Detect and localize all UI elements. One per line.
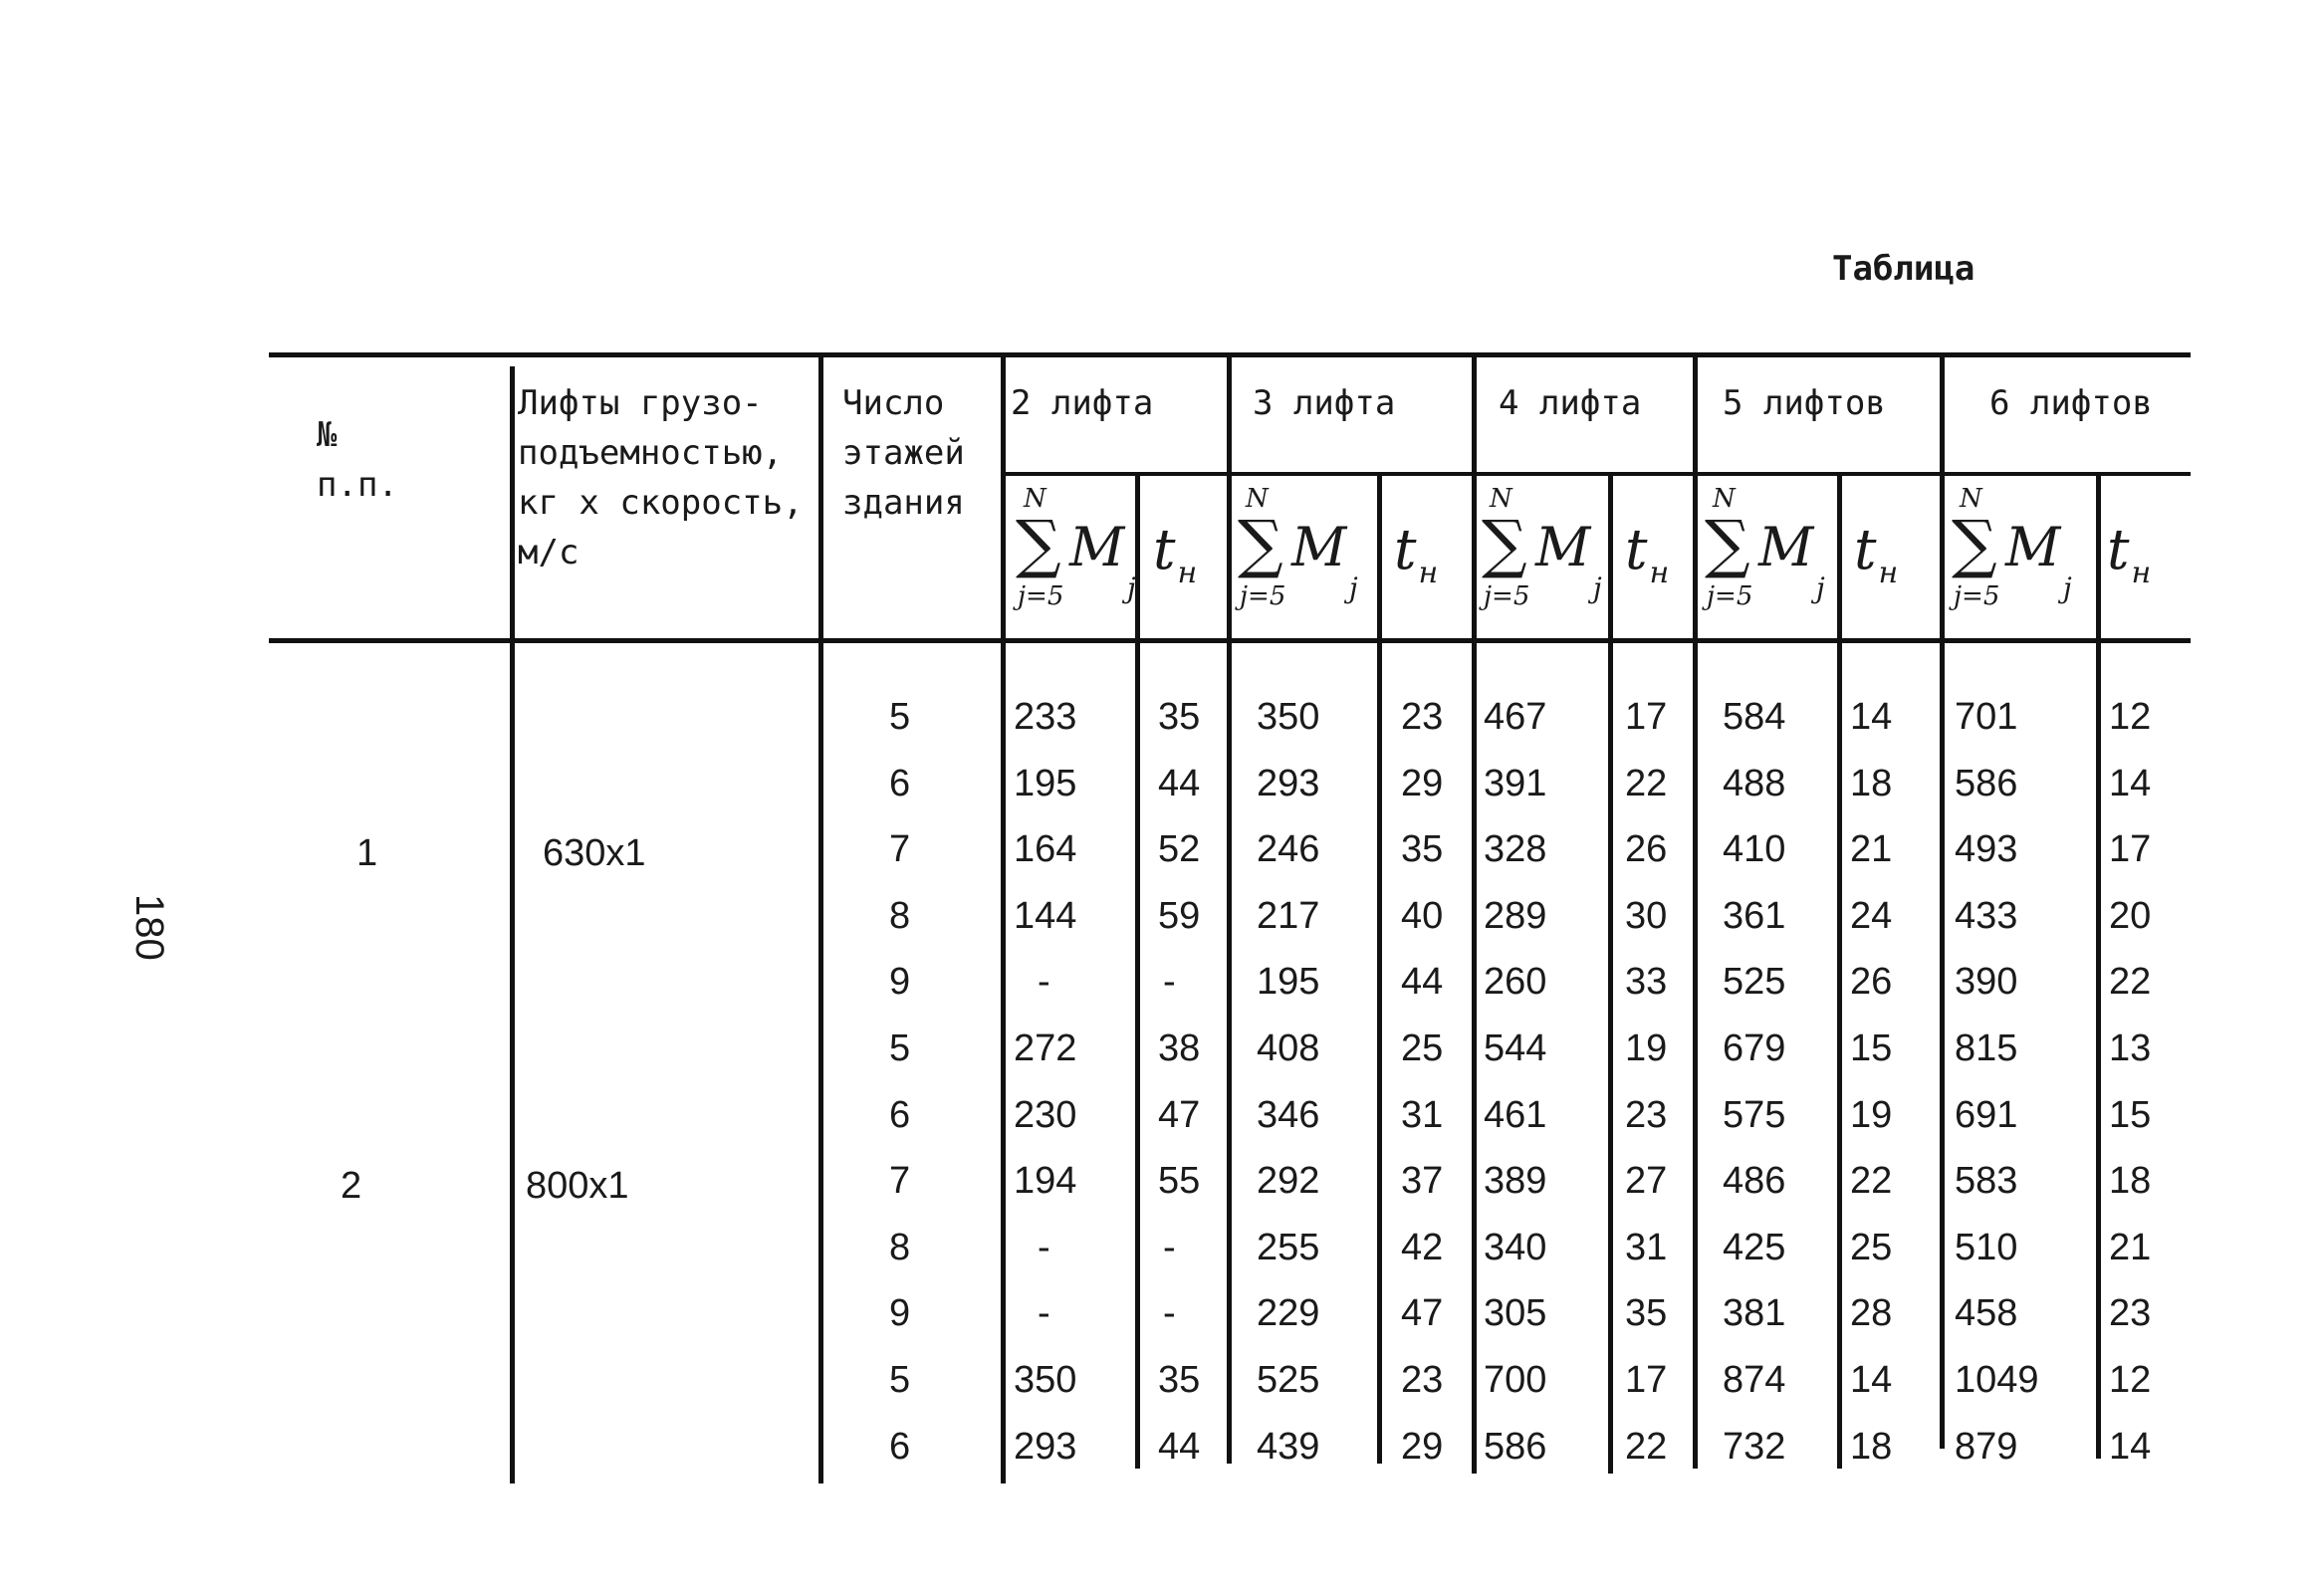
t-value-cell: 29	[1401, 763, 1444, 804]
floors-cell: 6	[889, 1094, 911, 1136]
t-value-cell: 21	[1850, 828, 1893, 870]
t-value-cell: 14	[2109, 763, 2152, 804]
sum-value-cell: 144	[1014, 895, 1077, 937]
sum-term-index: j	[1593, 571, 1602, 604]
col-line-6-t	[2096, 472, 2101, 1459]
col-line-lifts	[510, 366, 515, 1483]
header-col-floors: Число этажей здания	[842, 383, 965, 523]
floors-cell: 9	[889, 961, 911, 1003]
t-value-cell: 25	[1850, 1227, 1893, 1268]
header-col-number: № п.п.	[317, 415, 398, 505]
t-value-cell: 18	[2109, 1160, 2152, 1202]
t-value-cell: 37	[1401, 1160, 1444, 1202]
sum-value-cell: 586	[1484, 1426, 1547, 1468]
table-caption: Таблица	[1832, 249, 1975, 289]
sum-value-cell: 488	[1723, 763, 1786, 804]
sum-value-cell: 1049	[1955, 1359, 2039, 1401]
floors-cell: 5	[889, 1359, 911, 1401]
sum-value-cell: 350	[1257, 696, 1320, 738]
t-value-cell: 23	[1625, 1094, 1668, 1136]
header-t-symbol-5	[1854, 518, 1899, 590]
header-sum-symbol-4	[1482, 486, 1611, 625]
sum-value-cell: 467	[1484, 696, 1547, 738]
floors-cell: 8	[889, 1227, 911, 1268]
sum-value-cell: 260	[1484, 961, 1547, 1003]
sum-value-cell: 461	[1484, 1094, 1547, 1136]
sum-value-cell: 391	[1484, 763, 1547, 804]
t-value-cell: 42	[1401, 1227, 1444, 1268]
sum-upper-limit: N	[1490, 484, 1512, 514]
sum-value-cell: 230	[1014, 1094, 1077, 1136]
sum-upper-limit: N	[1246, 484, 1269, 514]
sum-value-cell: -	[1038, 961, 1050, 1003]
t-value-cell: 28	[1850, 1292, 1893, 1334]
floors-cell: 6	[889, 763, 911, 804]
sum-upper-limit: N	[1713, 484, 1736, 514]
header-t-symbol-2	[1153, 518, 1198, 590]
t-value-cell: -	[1163, 1227, 1176, 1268]
sum-value-cell: 229	[1257, 1292, 1320, 1334]
floors-cell: 7	[889, 828, 911, 870]
t-value-cell: 35	[1158, 1359, 1201, 1401]
header-group-4: 4 лифта	[1499, 383, 1642, 423]
header-t-symbol-6	[2107, 518, 2152, 590]
group-header-rule	[1001, 472, 2191, 476]
t-value-cell: 35	[1158, 696, 1201, 738]
t-value-cell: 22	[2109, 961, 2152, 1003]
sum-value-cell: 879	[1955, 1426, 2018, 1468]
sum-value-cell: 293	[1257, 763, 1320, 804]
t-value-cell: 26	[1625, 828, 1668, 870]
col-line-6-sum	[1940, 352, 1945, 1449]
t-value-cell: 15	[1850, 1027, 1893, 1069]
header-sum-symbol-5	[1705, 486, 1834, 625]
sum-value-cell: 328	[1484, 828, 1547, 870]
t-value-cell: 17	[1625, 696, 1668, 738]
t-value-cell: 12	[2109, 696, 2152, 738]
t-value-cell: 27	[1625, 1160, 1668, 1202]
header-group-6: 6 лифтов	[1989, 383, 2153, 423]
t-value-cell: 18	[1850, 763, 1893, 804]
sum-lower-limit: j=5	[1707, 581, 1753, 611]
sum-value-cell: 525	[1257, 1359, 1320, 1401]
sum-value-cell: 255	[1257, 1227, 1320, 1268]
t-value-cell: 35	[1625, 1292, 1668, 1334]
t-value-cell: 22	[1625, 763, 1668, 804]
sum-value-cell: -	[1038, 1227, 1050, 1268]
floors-cell: 8	[889, 895, 911, 937]
floors-cell: 9	[889, 1292, 911, 1334]
sum-value-cell: 425	[1723, 1227, 1786, 1268]
sum-lower-limit: j=5	[1018, 581, 1064, 611]
sigma-glyph: ∑	[1238, 508, 1283, 581]
t-value-cell: 38	[1158, 1027, 1201, 1069]
floors-cell: 6	[889, 1426, 911, 1468]
sum-value-cell: 361	[1723, 895, 1786, 937]
sum-lower-limit: j=5	[1240, 581, 1286, 611]
t-value-cell: 30	[1625, 895, 1668, 937]
t-value-cell: 18	[1850, 1426, 1893, 1468]
sum-value-cell: 584	[1723, 696, 1786, 738]
t-value-cell: 19	[1850, 1094, 1893, 1136]
sum-value-cell: 233	[1014, 696, 1077, 738]
sum-term: M	[1069, 516, 1125, 578]
t-value-cell: 31	[1625, 1227, 1668, 1268]
t-subscript: н	[1649, 556, 1670, 590]
sum-upper-limit: N	[1024, 484, 1046, 514]
t-value-cell: 44	[1158, 763, 1201, 804]
sum-term: M	[1758, 516, 1814, 578]
sum-value-cell: 195	[1014, 763, 1077, 804]
sum-value-cell: 700	[1484, 1359, 1547, 1401]
sum-term-index: j	[2063, 571, 2072, 604]
t-value-cell: 52	[1158, 828, 1201, 870]
header-group-5: 5 лифтов	[1723, 383, 1886, 423]
sum-value-cell: 408	[1257, 1027, 1320, 1069]
t-value-cell: 24	[1850, 895, 1893, 937]
floors-cell: 5	[889, 696, 911, 738]
sum-value-cell: 701	[1955, 696, 2018, 738]
sigma-glyph: ∑	[1016, 508, 1061, 581]
sum-value-cell: 346	[1257, 1094, 1320, 1136]
t-value-cell: 22	[1850, 1160, 1893, 1202]
sum-value-cell: 544	[1484, 1027, 1547, 1069]
sum-value-cell: 510	[1955, 1227, 2018, 1268]
sum-value-cell: 246	[1257, 828, 1320, 870]
t-value-cell: 15	[2109, 1094, 2152, 1136]
sum-value-cell: 305	[1484, 1292, 1547, 1334]
sum-value-cell: 679	[1723, 1027, 1786, 1069]
t-letter: t	[1153, 518, 1176, 582]
t-value-cell: 55	[1158, 1160, 1201, 1202]
lift-type-cell: 800x1	[526, 1165, 629, 1207]
sum-value-cell: -	[1038, 1292, 1050, 1334]
t-value-cell: 20	[2109, 895, 2152, 937]
col-line-5-sum	[1693, 352, 1698, 1469]
sum-value-cell: 289	[1484, 895, 1547, 937]
t-letter: t	[1394, 518, 1417, 582]
sum-term-index: j	[1816, 571, 1825, 604]
sigma-glyph: ∑	[1482, 508, 1527, 581]
col-line-3-sum	[1227, 352, 1232, 1464]
t-value-cell: 19	[1625, 1027, 1668, 1069]
t-value-cell: 33	[1625, 961, 1668, 1003]
col-line-3-t	[1377, 472, 1382, 1464]
sum-value-cell: 458	[1955, 1292, 2018, 1334]
header-sum-symbol-2	[1016, 486, 1145, 625]
sum-value-cell: 390	[1955, 961, 2018, 1003]
sum-upper-limit: N	[1960, 484, 1982, 514]
t-value-cell: 44	[1158, 1426, 1201, 1468]
sum-lower-limit: j=5	[1484, 581, 1530, 611]
t-value-cell: 17	[1625, 1359, 1668, 1401]
t-value-cell: 35	[1401, 828, 1444, 870]
sum-value-cell: 586	[1955, 763, 2018, 804]
col-line-floors	[818, 352, 823, 1483]
sum-value-cell: 272	[1014, 1027, 1077, 1069]
sum-value-cell: 350	[1014, 1359, 1077, 1401]
sum-value-cell: 691	[1955, 1094, 2018, 1136]
header-sum-symbol-3	[1238, 486, 1367, 625]
sigma-glyph: ∑	[1952, 508, 1997, 581]
t-letter: t	[1625, 518, 1648, 582]
t-value-cell: 40	[1401, 895, 1444, 937]
t-value-cell: 13	[2109, 1027, 2152, 1069]
t-value-cell: -	[1163, 1292, 1176, 1334]
col-line-4-sum	[1472, 352, 1477, 1474]
row-number-cell: 1	[356, 832, 378, 874]
sum-lower-limit: j=5	[1954, 581, 2000, 611]
t-subscript: н	[1177, 556, 1198, 590]
sum-value-cell: 389	[1484, 1160, 1547, 1202]
t-value-cell: 14	[1850, 696, 1893, 738]
t-value-cell: -	[1163, 961, 1176, 1003]
lift-type-cell: 630x1	[543, 832, 646, 874]
header-sum-symbol-6	[1952, 486, 2081, 625]
t-value-cell: 12	[2109, 1359, 2152, 1401]
t-value-cell: 14	[2109, 1426, 2152, 1468]
sum-value-cell: 815	[1955, 1027, 2018, 1069]
sum-term: M	[2005, 516, 2061, 578]
t-value-cell: 22	[1625, 1426, 1668, 1468]
header-group-2: 2 лифта	[1011, 383, 1154, 423]
sum-value-cell: 732	[1723, 1426, 1786, 1468]
t-subscript: н	[1878, 556, 1899, 590]
page-number: 180	[127, 894, 171, 961]
sum-value-cell: 381	[1723, 1292, 1786, 1334]
t-value-cell: 25	[1401, 1027, 1444, 1069]
sum-value-cell: 493	[1955, 828, 2018, 870]
sum-value-cell: 525	[1723, 961, 1786, 1003]
header-col-lifts: Лифты грузо- подъемностью, кг х скорость, м/с	[518, 383, 804, 572]
t-value-cell: 31	[1401, 1094, 1444, 1136]
sum-value-cell: 874	[1723, 1359, 1786, 1401]
t-subscript: н	[1418, 556, 1439, 590]
t-value-cell: 47	[1158, 1094, 1201, 1136]
sum-value-cell: 292	[1257, 1160, 1320, 1202]
t-value-cell: 17	[2109, 828, 2152, 870]
sum-value-cell: 194	[1014, 1160, 1077, 1202]
sum-value-cell: 575	[1723, 1094, 1786, 1136]
t-letter: t	[1854, 518, 1877, 582]
sum-value-cell: 410	[1723, 828, 1786, 870]
t-value-cell: 23	[1401, 1359, 1444, 1401]
t-value-cell: 23	[2109, 1292, 2152, 1334]
floors-cell: 7	[889, 1160, 911, 1202]
sum-value-cell: 486	[1723, 1160, 1786, 1202]
sum-value-cell: 583	[1955, 1160, 2018, 1202]
sum-value-cell: 217	[1257, 895, 1320, 937]
t-value-cell: 21	[2109, 1227, 2152, 1268]
sigma-glyph: ∑	[1705, 508, 1750, 581]
sum-value-cell: 195	[1257, 961, 1320, 1003]
sum-term: M	[1291, 516, 1347, 578]
t-value-cell: 23	[1401, 696, 1444, 738]
floors-cell: 5	[889, 1027, 911, 1069]
header-group-3: 3 лифта	[1253, 383, 1396, 423]
t-value-cell: 29	[1401, 1426, 1444, 1468]
header-t-symbol-3	[1394, 518, 1439, 590]
row-number-cell: 2	[341, 1165, 362, 1207]
sum-value-cell: 340	[1484, 1227, 1547, 1268]
t-value-cell: 14	[1850, 1359, 1893, 1401]
t-value-cell: 47	[1401, 1292, 1444, 1334]
header-t-symbol-4	[1625, 518, 1670, 590]
t-letter: t	[2107, 518, 2130, 582]
col-line-5-t	[1837, 472, 1842, 1469]
t-value-cell: 59	[1158, 895, 1201, 937]
sum-term: M	[1535, 516, 1591, 578]
sum-value-cell: 439	[1257, 1426, 1320, 1468]
t-subscript: н	[2131, 556, 2152, 590]
sum-value-cell: 433	[1955, 895, 2018, 937]
sum-term-index: j	[1127, 571, 1136, 604]
sum-term-index: j	[1349, 571, 1358, 604]
sum-value-cell: 293	[1014, 1426, 1077, 1468]
sum-value-cell: 164	[1014, 828, 1077, 870]
t-value-cell: 44	[1401, 961, 1444, 1003]
t-value-cell: 26	[1850, 961, 1893, 1003]
